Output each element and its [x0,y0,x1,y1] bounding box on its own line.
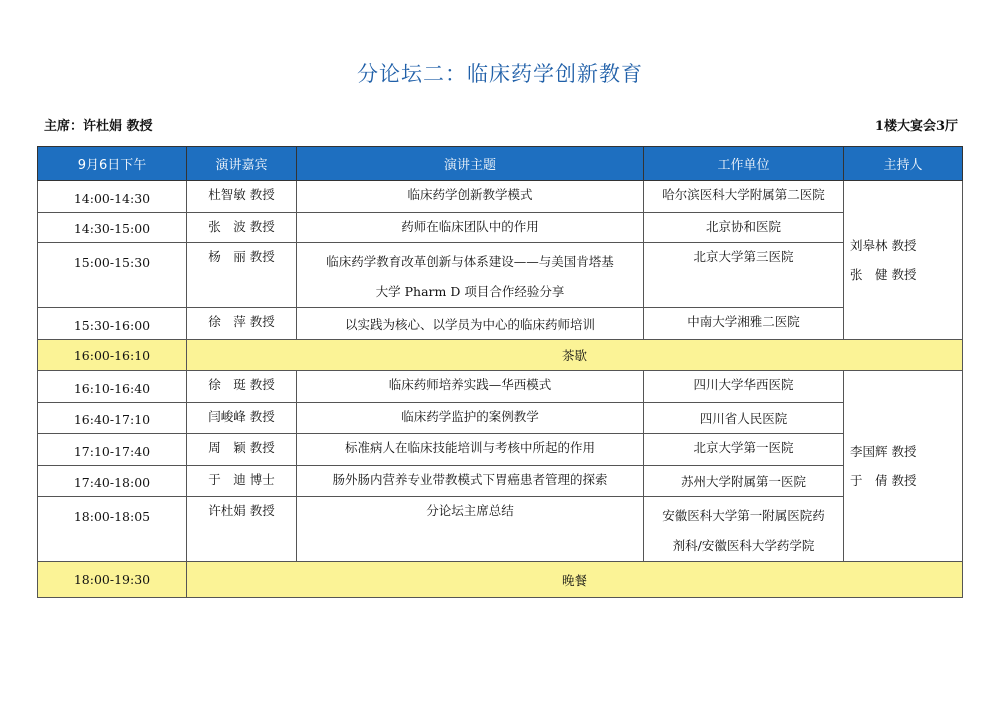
break-label: 茶歇 [187,340,963,371]
host-cell [844,181,963,340]
unit-cell: 四川省人民医院 [644,403,844,434]
host-name: 刘皋林 教授 [850,238,917,253]
break-row [38,340,963,371]
table-row [38,434,963,466]
unit-cell: 中南大学湘雅二医院 [644,308,844,340]
speaker-cell: 张 波 教授 [187,213,297,243]
break-time: 16:00-16:10 [38,340,187,371]
chair-label: 主席：许杜娟 教授 [44,119,153,134]
time-cell: 16:10-16:40 [38,371,187,403]
table-header-row [38,147,963,181]
time-cell: 14:30-15:00 [38,213,187,243]
topic-cell: 药师在临床团队中的作用 [297,213,644,243]
header-unit: 工作单位 [644,147,844,181]
page-title: 分论坛二：临床药学创新教育 [357,62,643,86]
header-speaker: 演讲嘉宾 [187,147,297,181]
table-row [38,466,963,497]
unit-cell: 四川大学华西医院 [644,371,844,403]
time-cell: 18:00-18:05 [38,497,187,562]
time-cell: 15:00-15:30 [38,243,187,308]
unit-line: 剂科/安徽医科大学药学院 [672,538,815,553]
speaker-cell: 徐 珽 教授 [187,371,297,403]
speaker-cell: 闫峻峰 教授 [187,403,297,434]
topic-cell: 肠外肠内营养专业带教模式下胃癌患者管理的探索 [297,466,644,497]
break-label: 晚餐 [187,562,963,598]
table-row [38,213,963,243]
table-row [38,497,963,562]
header-topic: 演讲主题 [297,147,644,181]
header-time: 9月6日下午 [38,147,187,181]
topic-cell: 临床药学创新教学模式 [297,181,644,213]
unit-line: 安徽医科大学第一附属医院药 [662,508,825,523]
topic-line: 大学 Pharm D 项目合作经验分享 [375,284,565,299]
table-row [38,243,963,308]
break-row [38,562,963,598]
time-cell: 15:30-16:00 [38,308,187,340]
topic-cell: 标准病人在临床技能培训与考核中所起的作用 [297,434,644,466]
unit-cell: 北京协和医院 [644,213,844,243]
topic-cell: 临床药学监护的案例教学 [297,403,644,434]
schedule-table [37,146,963,598]
host-name: 张 健 教授 [850,267,917,282]
time-cell: 17:40-18:00 [38,466,187,497]
table-row [38,181,963,213]
unit-cell: 北京大学第三医院 [644,243,844,308]
table-row [38,371,963,403]
unit-cell [644,497,844,562]
topic-line: 临床药学教育改革创新与体系建设——与美国肯塔基 [326,254,614,269]
header-host: 主持人 [844,147,963,181]
topic-cell: 分论坛主席总结 [297,497,644,562]
speaker-cell: 杨 丽 教授 [187,243,297,308]
venue-label: 1楼大宴会3厅 [874,119,958,134]
speaker-cell: 徐 萍 教授 [187,308,297,340]
host-name: 李国辉 教授 [850,444,917,459]
time-cell: 16:40-17:10 [38,403,187,434]
table-row [38,403,963,434]
unit-cell: 苏州大学附属第一医院 [644,466,844,497]
topic-cell: 以实践为核心、以学员为中心的临床药师培训 [297,308,644,340]
break-time: 18:00-19:30 [38,562,187,598]
time-cell: 17:10-17:40 [38,434,187,466]
speaker-cell: 许杜娟 教授 [187,497,297,562]
host-cell [844,371,963,562]
speaker-cell: 周 颖 教授 [187,434,297,466]
unit-cell: 北京大学第一医院 [644,434,844,466]
time-cell: 14:00-14:30 [38,181,187,213]
table-row [38,308,963,340]
host-name: 于 倩 教授 [850,473,917,488]
unit-cell: 哈尔滨医科大学附属第二医院 [644,181,844,213]
topic-cell [297,243,644,308]
topic-cell: 临床药师培养实践—华西模式 [297,371,644,403]
speaker-cell: 于 迪 博士 [187,466,297,497]
speaker-cell: 杜智敏 教授 [187,181,297,213]
